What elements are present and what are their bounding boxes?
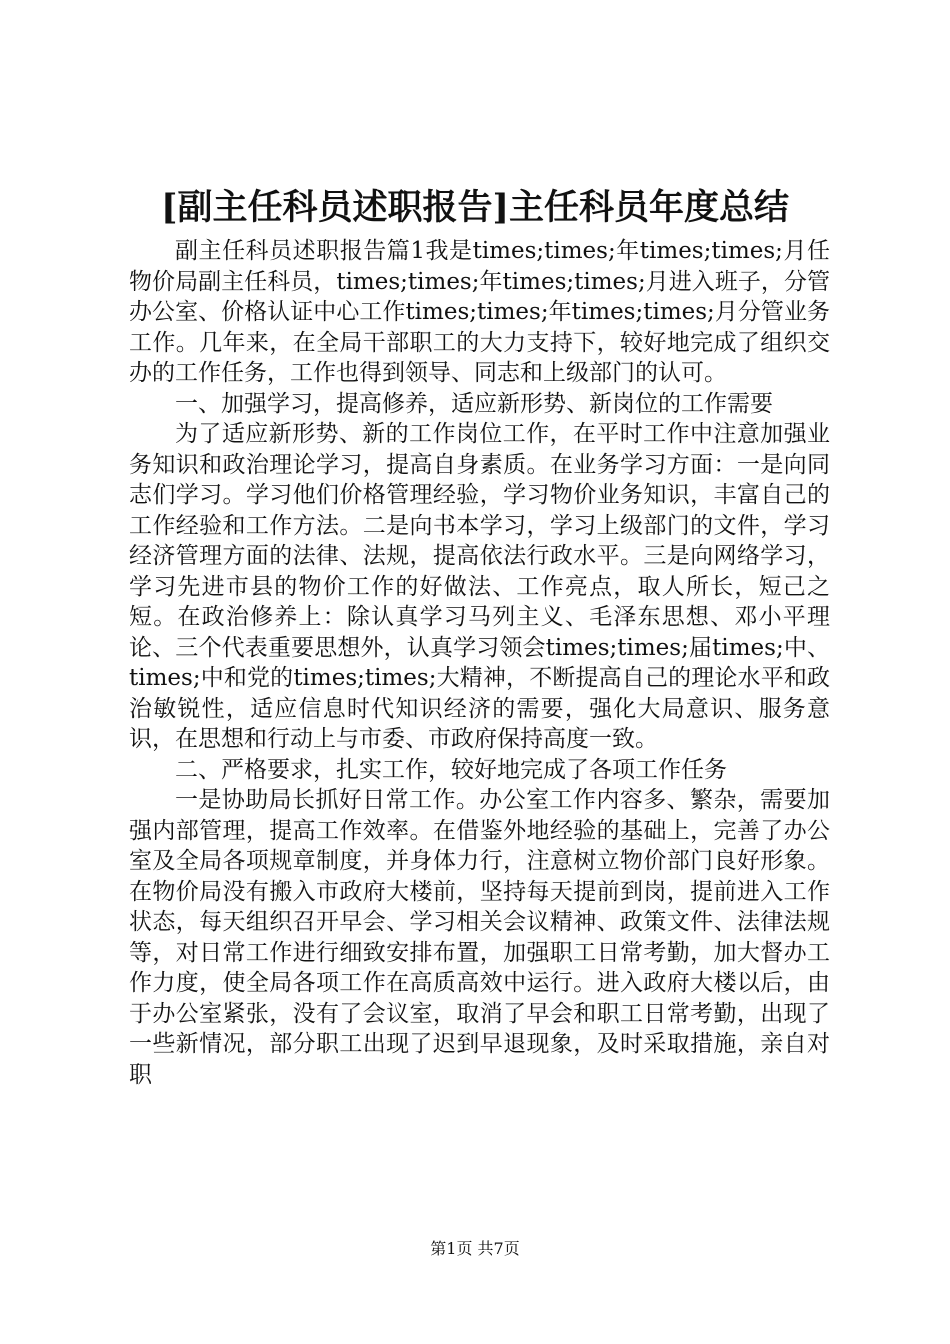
document-title: [副主任科员述职报告]主任科员年度总结 bbox=[160, 187, 790, 228]
page-number: 第1页 共7页 bbox=[430, 1239, 520, 1258]
document-body bbox=[129, 236, 830, 1090]
section-heading-2: 二、严格要求，扎实工作，较好地完成了各项工作任务 bbox=[175, 756, 727, 783]
paragraph-study: 为了适应新形势、新的工作岗位工作，在平时工作中注意加强业务知识和政治理论学习，提高自身素质。在业务学习方面：一是向同志们学习。学习他们价格管理经验，学习物价业务知识，丰富自己的工作经验和工作方法。二是向书本学习，学习上级部门的文件，学习经济管理方面的法律、法规，提高依法行政水平。三是向网络学习，学习先进市县的物价工作的好做法、工作亮点，取人所长，短己之短。在政治修养上：除认真学习马列主义、毛泽东思想、邓小平理论、三个代表重要思想外，认真学习领会times;times;届times;中、times;中和党的times;times;大精神，不断提高自己的理论水平和政治敏锐性，适应信息时代知识经济的需要，强化大局意识、服务意识，在思想和行动上与市委、市政府保持高度一致。 bbox=[129, 421, 830, 752]
paragraph-daily-work: 一是协助局长抓好日常工作。办公室工作内容多、繁杂，需要加强内部管理，提高工作效率。在借鉴外地经验的基础上，完善了办公室及全局各项规章制度，并身体力行，注意树立物价部门良好形象。在物价局没有搬入市政府大楼前，坚持每天提前到岗，提前进入工作状态，每天组织召开早会、学习相关会议精神、政策文件、法律法规等，对日常工作进行细致安排布置，加强职工日常考勤，加大督办工作力度，使全局各项工作在高质高效中运行。进入政府大楼以后，由于办公室紧张，没有了会议室，取消了早会和职工日常考勤，出现了一些新情况，部分职工出现了迟到早退现象，及时采取措施，亲自对职 bbox=[129, 787, 830, 1088]
section-heading-1: 一、加强学习，提高修养，适应新形势、新岗位的工作需要 bbox=[175, 390, 773, 417]
paragraph-intro: 副主任科员述职报告篇1我是times;times;年times;times;月任物价局副主任科员，times;times;年times;times;月进入班子，分管办公室、价格认证中心工作times;times;年times;times;月分管业务工作。几年来，在全局干部职工的大力支持下，较好地完成了组织交办的工作任务，工作也得到领导、同志和上级部门的认可。 bbox=[129, 238, 830, 386]
